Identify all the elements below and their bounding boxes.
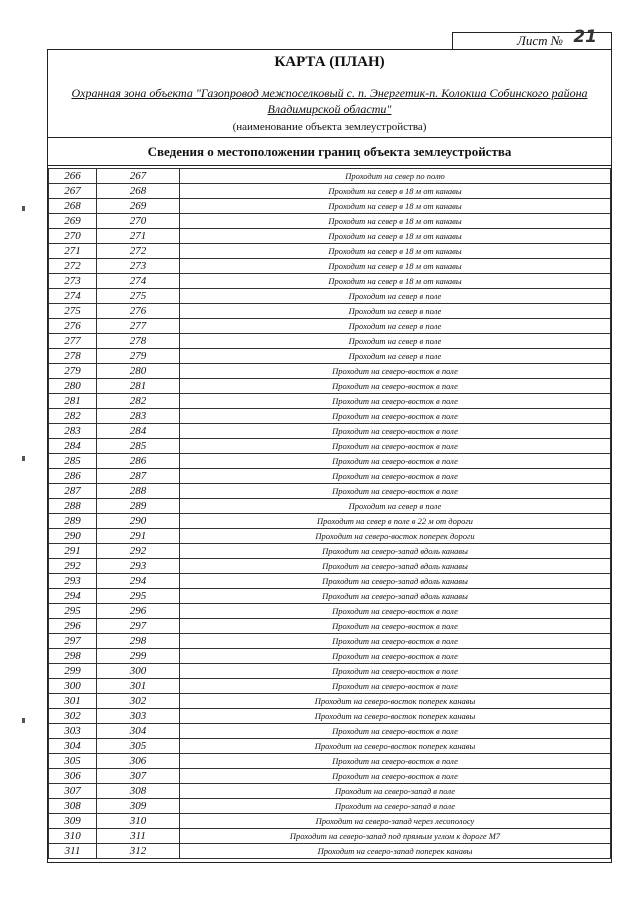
point-to: 289	[97, 499, 180, 514]
table-row	[49, 499, 611, 514]
boundary-description: Проходит на северо-запад вдоль канавы	[180, 589, 611, 604]
table-row	[49, 709, 611, 724]
point-to: 286	[97, 454, 180, 469]
point-to: 292	[97, 544, 180, 559]
boundary-description: Проходит на север по полю	[180, 169, 611, 184]
point-from: 303	[49, 724, 97, 739]
table-row	[49, 304, 611, 319]
point-to: 296	[97, 604, 180, 619]
point-from: 270	[49, 229, 97, 244]
table-row	[49, 319, 611, 334]
point-from: 311	[49, 844, 97, 859]
point-from: 297	[49, 634, 97, 649]
point-to: 275	[97, 289, 180, 304]
point-from: 293	[49, 574, 97, 589]
point-to: 301	[97, 679, 180, 694]
point-from: 282	[49, 409, 97, 424]
point-from: 306	[49, 769, 97, 784]
point-from: 284	[49, 439, 97, 454]
point-from: 279	[49, 364, 97, 379]
point-to: 287	[97, 469, 180, 484]
point-from: 269	[49, 214, 97, 229]
boundary-description: Проходит на север в поле	[180, 289, 611, 304]
boundary-description: Проходит на север в поле	[180, 349, 611, 364]
point-from: 276	[49, 319, 97, 334]
table-row	[49, 529, 611, 544]
point-from: 295	[49, 604, 97, 619]
scan-mark	[22, 206, 25, 211]
point-to: 294	[97, 574, 180, 589]
point-from: 286	[49, 469, 97, 484]
point-to: 270	[97, 214, 180, 229]
table-row	[49, 469, 611, 484]
point-to: 311	[97, 829, 180, 844]
table-row	[49, 259, 611, 274]
point-to: 272	[97, 244, 180, 259]
boundary-description: Проходит на северо-восток поперек дороги	[180, 529, 611, 544]
table-row	[49, 169, 611, 184]
table-row	[49, 844, 611, 859]
boundary-description: Проходит на северо-восток в поле	[180, 439, 611, 454]
boundary-description: Проходит на северо-восток в поле	[180, 364, 611, 379]
point-from: 309	[49, 814, 97, 829]
point-from: 291	[49, 544, 97, 559]
boundary-description: Проходит на северо-восток в поле	[180, 424, 611, 439]
boundary-description: Проходит на северо-восток в поле	[180, 619, 611, 634]
boundary-description: Проходит на северо-запад под прямым углом к дороге М7	[180, 829, 611, 844]
point-to: 310	[97, 814, 180, 829]
boundary-description: Проходит на северо-восток в поле	[180, 484, 611, 499]
boundary-description: Проходит на север в 18 м от канавы	[180, 259, 611, 274]
point-from: 268	[49, 199, 97, 214]
point-to: 277	[97, 319, 180, 334]
boundary-description: Проходит на северо-восток в поле	[180, 754, 611, 769]
point-from: 288	[49, 499, 97, 514]
object-name-line-1: Охранная зона объекта "Газопровод межпоселковый с. п. Энергетик-п. Колокша Собинского района	[71, 86, 588, 100]
boundary-description: Проходит на северо-восток в поле	[180, 664, 611, 679]
point-to: 278	[97, 334, 180, 349]
boundary-description: Проходит на северо-запад в поле	[180, 799, 611, 814]
point-from: 281	[49, 394, 97, 409]
boundary-description: Проходит на север в 18 м от канавы	[180, 199, 611, 214]
point-to: 282	[97, 394, 180, 409]
table-row	[49, 439, 611, 454]
table-row	[49, 334, 611, 349]
table-row	[49, 814, 611, 829]
point-from: 274	[49, 289, 97, 304]
boundary-description: Проходит на северо-восток поперек канавы	[180, 694, 611, 709]
table-row	[49, 829, 611, 844]
point-from: 296	[49, 619, 97, 634]
boundary-description: Проходит на север в поле в 22 м от дороги	[180, 514, 611, 529]
table-row	[49, 364, 611, 379]
table-row	[49, 634, 611, 649]
point-to: 288	[97, 484, 180, 499]
boundary-description: Проходит на северо-восток поперек канавы	[180, 709, 611, 724]
point-from: 310	[49, 829, 97, 844]
table-row	[49, 589, 611, 604]
point-to: 312	[97, 844, 180, 859]
table-row	[49, 694, 611, 709]
sheet-number: 21	[573, 27, 597, 47]
point-to: 305	[97, 739, 180, 754]
sheet-label: Лист №	[517, 33, 563, 48]
table-row	[49, 424, 611, 439]
boundary-description: Проходит на северо-запад вдоль канавы	[180, 559, 611, 574]
table-row	[49, 514, 611, 529]
boundary-description: Проходит на северо-восток в поле	[180, 724, 611, 739]
boundary-description: Проходит на север в 18 м от канавы	[180, 229, 611, 244]
point-from: 300	[49, 679, 97, 694]
table-row	[49, 784, 611, 799]
boundary-description: Проходит на север в поле	[180, 499, 611, 514]
boundary-description: Проходит на северо-восток в поле	[180, 454, 611, 469]
table-row	[49, 199, 611, 214]
table-row	[49, 454, 611, 469]
object-caption: (наименование объекта землеустройства)	[232, 121, 427, 133]
point-from: 280	[49, 379, 97, 394]
point-from: 275	[49, 304, 97, 319]
table-row	[49, 664, 611, 679]
point-from: 302	[49, 709, 97, 724]
point-to: 273	[97, 259, 180, 274]
point-to: 280	[97, 364, 180, 379]
table-row	[49, 769, 611, 784]
table-row	[49, 619, 611, 634]
point-to: 283	[97, 409, 180, 424]
point-from: 289	[49, 514, 97, 529]
point-to: 285	[97, 439, 180, 454]
table-row	[49, 229, 611, 244]
point-from: 294	[49, 589, 97, 604]
point-to: 284	[97, 424, 180, 439]
table-row	[49, 379, 611, 394]
point-from: 304	[49, 739, 97, 754]
object-name	[48, 85, 611, 117]
table-row	[49, 409, 611, 424]
boundary-description: Проходит на северо-восток в поле	[180, 379, 611, 394]
point-to: 293	[97, 559, 180, 574]
point-to: 267	[97, 169, 180, 184]
point-from: 278	[49, 349, 97, 364]
table-row	[49, 604, 611, 619]
point-from: 307	[49, 784, 97, 799]
point-to: 297	[97, 619, 180, 634]
point-to: 290	[97, 514, 180, 529]
point-to: 281	[97, 379, 180, 394]
point-from: 273	[49, 274, 97, 289]
table-row	[49, 244, 611, 259]
point-to: 302	[97, 694, 180, 709]
point-to: 303	[97, 709, 180, 724]
point-to: 298	[97, 634, 180, 649]
point-to: 268	[97, 184, 180, 199]
point-to: 308	[97, 784, 180, 799]
table-row	[49, 274, 611, 289]
table-row	[49, 289, 611, 304]
section-title: Сведения о местоположении границ объекта землеустройства	[48, 138, 611, 166]
boundary-description: Проходит на северо-запад поперек канавы	[180, 844, 611, 859]
boundary-description: Проходит на северо-восток поперек канавы	[180, 739, 611, 754]
point-to: 291	[97, 529, 180, 544]
boundary-description: Проходит на север в 18 м от канавы	[180, 274, 611, 289]
boundary-description: Проходит на северо-запад вдоль канавы	[180, 574, 611, 589]
point-to: 279	[97, 349, 180, 364]
boundary-description: Проходит на северо-запад в поле	[180, 784, 611, 799]
point-from: 298	[49, 649, 97, 664]
boundary-description: Проходит на север в поле	[180, 304, 611, 319]
boundary-description: Проходит на северо-восток в поле	[180, 769, 611, 784]
boundary-table-body	[49, 169, 611, 859]
point-from: 271	[49, 244, 97, 259]
document-title: КАРТА (ПЛАН)	[274, 54, 385, 70]
point-to: 300	[97, 664, 180, 679]
point-from: 292	[49, 559, 97, 574]
point-from: 299	[49, 664, 97, 679]
boundary-description: Проходит на север в 18 м от канавы	[180, 184, 611, 199]
table-row	[49, 214, 611, 229]
scan-mark	[22, 718, 25, 723]
boundary-description: Проходит на северо-восток в поле	[180, 469, 611, 484]
point-to: 309	[97, 799, 180, 814]
point-to: 274	[97, 274, 180, 289]
boundary-description: Проходит на север в поле	[180, 319, 611, 334]
point-from: 301	[49, 694, 97, 709]
point-from: 287	[49, 484, 97, 499]
point-from: 308	[49, 799, 97, 814]
boundary-description: Проходит на север в 18 м от канавы	[180, 244, 611, 259]
boundary-description: Проходит на северо-восток в поле	[180, 394, 611, 409]
object-name-line-2: Владимирской области"	[267, 102, 392, 116]
table-row	[49, 649, 611, 664]
point-to: 271	[97, 229, 180, 244]
point-to: 304	[97, 724, 180, 739]
point-from: 283	[49, 424, 97, 439]
document-frame	[47, 49, 612, 863]
table-row	[49, 184, 611, 199]
document-header	[48, 50, 611, 138]
point-from: 285	[49, 454, 97, 469]
table-row	[49, 679, 611, 694]
table-row	[49, 349, 611, 364]
boundary-description: Проходит на северо-восток в поле	[180, 604, 611, 619]
scan-mark	[22, 456, 25, 461]
point-from: 266	[49, 169, 97, 184]
point-from: 267	[49, 184, 97, 199]
boundary-description: Проходит на северо-запад вдоль канавы	[180, 544, 611, 559]
point-to: 295	[97, 589, 180, 604]
table-row	[49, 484, 611, 499]
boundary-description: Проходит на северо-запад через лесополосу	[180, 814, 611, 829]
point-to: 269	[97, 199, 180, 214]
boundary-description: Проходит на северо-восток в поле	[180, 409, 611, 424]
boundary-description: Проходит на северо-восток в поле	[180, 634, 611, 649]
point-from: 305	[49, 754, 97, 769]
boundary-description: Проходит на север в 18 м от канавы	[180, 214, 611, 229]
table-row	[49, 544, 611, 559]
point-to: 276	[97, 304, 180, 319]
point-to: 299	[97, 649, 180, 664]
point-from: 290	[49, 529, 97, 544]
point-from: 272	[49, 259, 97, 274]
table-row	[49, 724, 611, 739]
point-to: 307	[97, 769, 180, 784]
point-to: 306	[97, 754, 180, 769]
boundary-description: Проходит на северо-восток в поле	[180, 679, 611, 694]
boundary-description: Проходит на север в поле	[180, 334, 611, 349]
table-row	[49, 739, 611, 754]
table-row	[49, 574, 611, 589]
table-row	[49, 754, 611, 769]
boundary-table	[48, 168, 611, 859]
sheet-number-box	[452, 27, 612, 50]
table-row	[49, 559, 611, 574]
point-from: 277	[49, 334, 97, 349]
boundary-description: Проходит на северо-восток в поле	[180, 649, 611, 664]
table-row	[49, 394, 611, 409]
table-row	[49, 799, 611, 814]
